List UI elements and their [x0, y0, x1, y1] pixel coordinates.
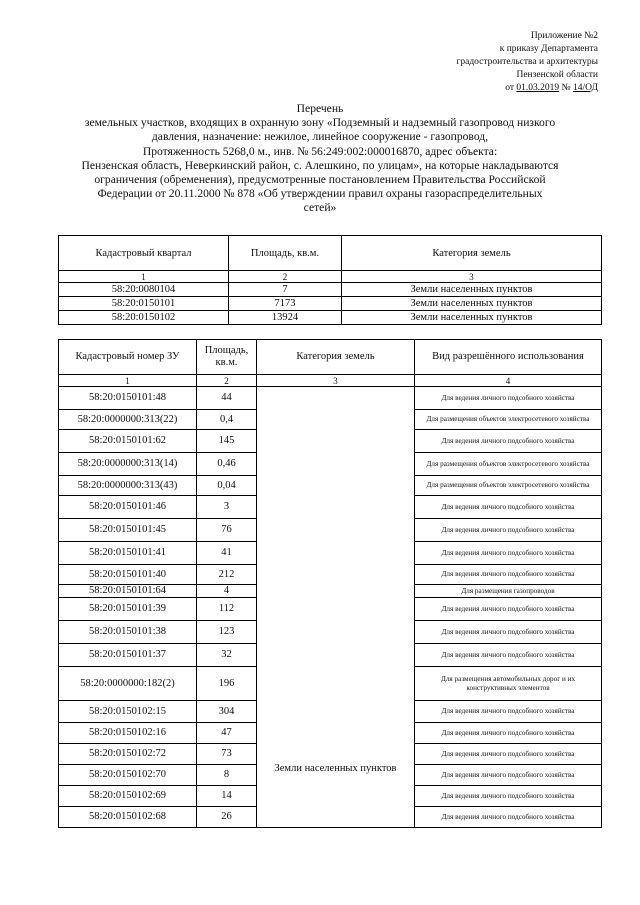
order-number: 14/ОД — [572, 83, 598, 93]
title-line: Федерации от 20.11.2000 № 878 «Об утверждении правил охраны газораспределительных — [97, 187, 543, 201]
area-cell: 7 — [229, 283, 342, 297]
area-cell: 0,46 — [197, 453, 257, 476]
area-cell: 212 — [197, 565, 257, 585]
appendix-block — [338, 30, 598, 95]
appendix-line: к приказу Департамента — [499, 44, 598, 54]
order-prefix: от — [505, 83, 517, 93]
column-number-row — [59, 375, 602, 387]
permitted-use-cell: Для ведения личного подсобного хозяйства — [415, 565, 602, 585]
column-number: 1 — [59, 375, 197, 387]
cadastral-number-cell: 58:20:0150101:62 — [59, 430, 197, 453]
cadastral-number-cell: 58:20:0150102:70 — [59, 765, 197, 786]
cadastral-number-cell: 58:20:0150101:39 — [59, 598, 197, 621]
area-cell: 13924 — [229, 311, 342, 325]
title-line: Пензенская область, Неверкинский район, с. Алешкино, по улицам», на которые накладываются — [81, 158, 559, 172]
table-row — [59, 297, 602, 311]
quarter-cell: 58:20:0150101 — [59, 297, 229, 311]
column-header: Кадастровый номер ЗУ — [59, 340, 197, 375]
area-cell: 44 — [197, 387, 257, 410]
permitted-use-cell: Для размещения объектов электросетевого хозяйства — [415, 453, 602, 476]
cadastral-number-cell: 58:20:0150101:41 — [59, 542, 197, 565]
cadastral-number-cell: 58:20:0150102:69 — [59, 786, 197, 807]
area-cell: 3 — [197, 496, 257, 519]
cadastral-number-cell: 58:20:0150102:68 — [59, 807, 197, 828]
area-cell: 76 — [197, 519, 257, 542]
column-number: 3 — [342, 271, 602, 283]
column-header: Категория земель — [342, 236, 602, 271]
permitted-use-cell: Для размещения газопроводов — [415, 585, 602, 598]
table-row — [59, 283, 602, 297]
permitted-use-cell: Для ведения личного подсобного хозяйства — [415, 744, 602, 765]
cadastral-number-cell: 58:20:0150101:37 — [59, 644, 197, 667]
permitted-use-cell: Для ведения личного подсобного хозяйства — [415, 496, 602, 519]
area-cell: 41 — [197, 542, 257, 565]
table-header-row — [59, 340, 602, 375]
area-cell: 47 — [197, 723, 257, 744]
cadastral-number-cell: 58:20:0000000:313(14) — [59, 453, 197, 476]
category-cell: Земли населенных пунктов — [342, 297, 602, 311]
area-cell: 0,4 — [197, 410, 257, 430]
permitted-use-cell: Для ведения личного подсобного хозяйства — [415, 807, 602, 828]
column-header: Кадастровый квартал — [59, 236, 229, 271]
title-line: сетей» — [303, 201, 337, 215]
appendix-order-line — [338, 82, 598, 95]
category-cell: Земли населенных пунктов — [342, 283, 602, 297]
cadastral-number-cell: 58:20:0000000:313(43) — [59, 476, 197, 496]
title-line: земельных участков, входящих в охранную зону «Подземный и надземный газопровод низкого — [84, 116, 556, 130]
quarter-cell: 58:20:0080104 — [59, 283, 229, 297]
cadastral-number-cell: 58:20:0150101:48 — [59, 387, 197, 410]
category-cell: Земли населенных пунктов — [342, 311, 602, 325]
permitted-use-cell: Для размещения объектов электросетевого хозяйства — [415, 410, 602, 430]
table-row — [59, 311, 602, 325]
column-number-row — [59, 271, 602, 283]
appendix-line: Пензенской области — [516, 70, 598, 80]
quarter-cell: 58:20:0150102 — [59, 311, 229, 325]
area-cell: 112 — [197, 598, 257, 621]
permitted-use-cell: Для ведения личного подсобного хозяйства — [415, 701, 602, 723]
permitted-use-cell: Для ведения личного подсобного хозяйства — [415, 765, 602, 786]
document-title — [40, 102, 600, 216]
cadastral-number-cell: 58:20:0000000:182(2) — [59, 667, 197, 701]
cadastral-number-cell: 58:20:0150101:40 — [59, 565, 197, 585]
area-cell: 145 — [197, 430, 257, 453]
area-cell: 8 — [197, 765, 257, 786]
permitted-use-cell: Для ведения личного подсобного хозяйства — [415, 542, 602, 565]
column-header: Вид разрешённого использования — [415, 340, 602, 375]
permitted-use-cell: Для ведения личного подсобного хозяйства — [415, 519, 602, 542]
column-header: Площадь, кв.м. — [197, 340, 257, 375]
land-category-cell: Земли населенных пунктов — [257, 387, 415, 828]
cadastral-number-cell: 58:20:0150101:45 — [59, 519, 197, 542]
column-number: 3 — [257, 375, 415, 387]
area-cell: 32 — [197, 644, 257, 667]
area-cell: 123 — [197, 621, 257, 644]
area-cell: 196 — [197, 667, 257, 701]
area-cell: 4 — [197, 585, 257, 598]
permitted-use-cell: Для ведения личного подсобного хозяйства — [415, 644, 602, 667]
column-number: 2 — [197, 375, 257, 387]
table-row — [59, 387, 602, 410]
order-date: 01.03.2019 — [516, 83, 560, 93]
plots-table — [58, 339, 602, 828]
title-line: Протяженность 5268,0 м., инв. № 56:249:002:000016870, адрес объекта: — [142, 144, 498, 158]
area-cell: 304 — [197, 701, 257, 723]
appendix-line: градостроительства и архитектуры — [456, 57, 598, 67]
permitted-use-cell: Для ведения личного подсобного хозяйства — [415, 723, 602, 744]
column-number: 2 — [229, 271, 342, 283]
cadastral-number-cell: 58:20:0150102:16 — [59, 723, 197, 744]
area-cell: 7173 — [229, 297, 342, 311]
permitted-use-cell: Для ведения личного подсобного хозяйства — [415, 786, 602, 807]
area-cell: 0,04 — [197, 476, 257, 496]
permitted-use-cell: Для ведения личного подсобного хозяйства — [415, 430, 602, 453]
order-number-sign: № — [559, 83, 573, 93]
permitted-use-cell: Для ведения личного подсобного хозяйства — [415, 621, 602, 644]
cadastral-number-cell: 58:20:0150101:46 — [59, 496, 197, 519]
title-line: ограничения (обременения), предусмотренные постановлением Правительства Российской — [94, 173, 546, 187]
cadastral-number-cell: 58:20:0150102:72 — [59, 744, 197, 765]
permitted-use-cell: Для размещения автомобильных дорог и их конструктивных элементов — [415, 667, 602, 701]
column-number: 1 — [59, 271, 229, 283]
area-cell: 14 — [197, 786, 257, 807]
cadastral-number-cell: 58:20:0150101:64 — [59, 585, 197, 598]
table-header-row — [59, 236, 602, 271]
column-header: Площадь, кв.м. — [229, 236, 342, 271]
quarters-table — [58, 235, 602, 325]
area-cell: 26 — [197, 807, 257, 828]
appendix-line: Приложение №2 — [530, 31, 598, 41]
column-header: Категория земель — [257, 340, 415, 375]
area-cell: 73 — [197, 744, 257, 765]
permitted-use-cell: Для ведения личного подсобного хозяйства — [415, 387, 602, 410]
permitted-use-cell: Для размещения объектов электросетевого хозяйства — [415, 476, 602, 496]
permitted-use-cell: Для ведения личного подсобного хозяйства — [415, 598, 602, 621]
column-number: 4 — [415, 375, 602, 387]
cadastral-number-cell: 58:20:0000000:313(22) — [59, 410, 197, 430]
title-line: давления, назначение: нежилое, линейное сооружение - газопровод, — [151, 130, 489, 144]
cadastral-number-cell: 58:20:0150101:38 — [59, 621, 197, 644]
title-heading: Перечень — [296, 102, 344, 115]
cadastral-number-cell: 58:20:0150102:15 — [59, 701, 197, 723]
